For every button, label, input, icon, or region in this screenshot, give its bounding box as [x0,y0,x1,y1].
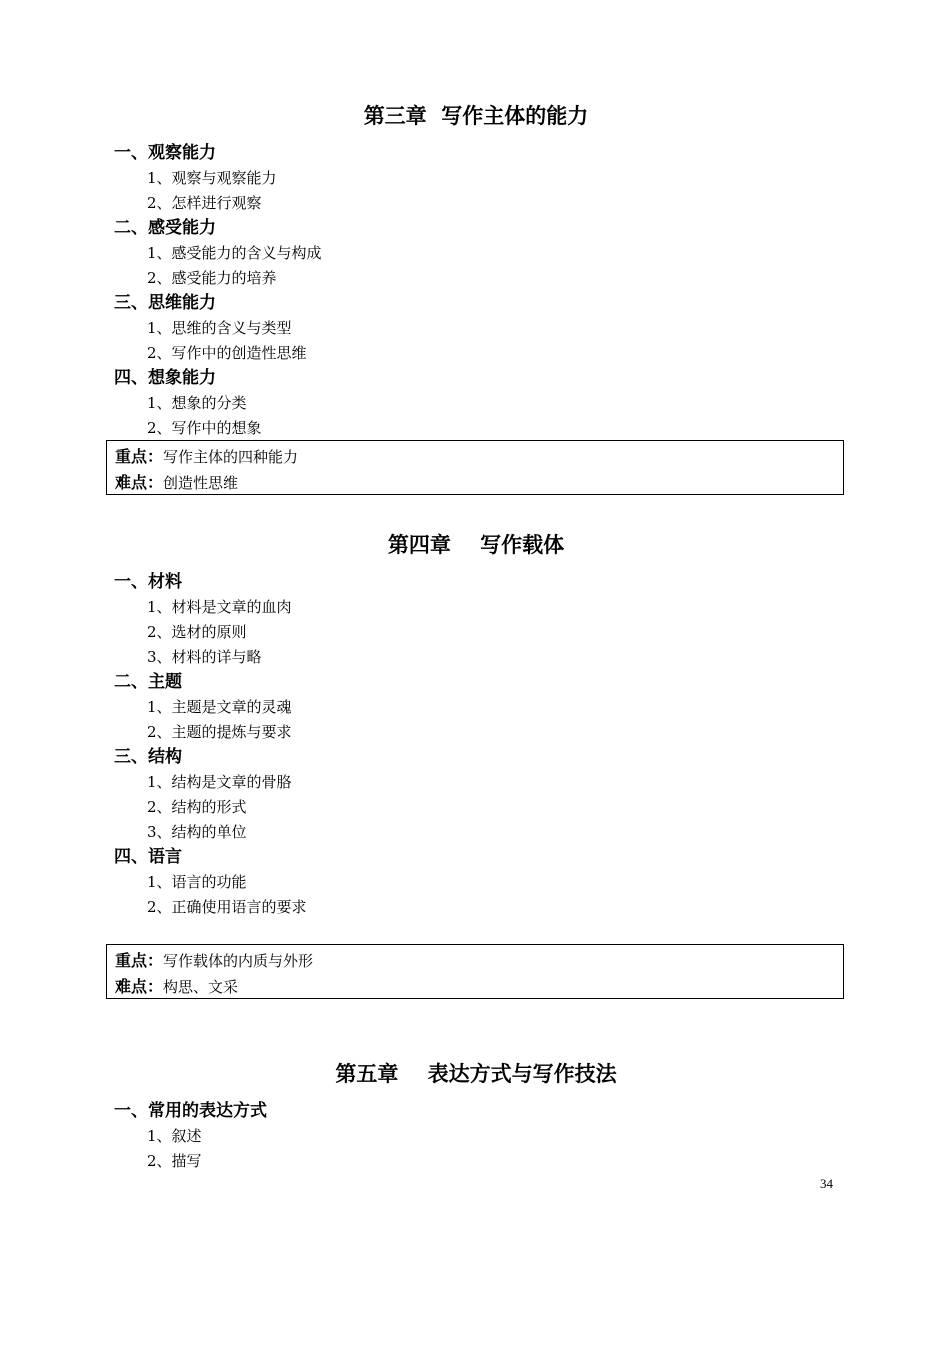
ch4-difficulty-row [115,974,835,1000]
ch4-section-3-item-3: 3、结构的单位 [147,823,247,841]
ch3-difficulty-text: 创造性思维 [163,474,239,492]
ch4-section-1-item-3: 3、材料的详与略 [147,648,262,666]
ch3-section-2-heading: 二、感受能力 [114,218,216,238]
ch4-section-3-item-2: 2、结构的形式 [147,798,247,816]
ch3-section-3-item-2: 2、写作中的创造性思维 [147,344,307,362]
ch4-focus-row [115,948,835,974]
ch3-section-3-item-1: 1、思维的含义与类型 [147,319,292,337]
ch5-section-1-item-2: 2、描写 [147,1152,202,1170]
ch4-section-4-item-2: 2、正确使用语言的要求 [147,898,307,916]
ch3-focus-row [115,444,835,470]
ch3-difficulty-row [115,470,835,496]
ch4-section-1-heading: 一、材料 [114,572,182,592]
ch3-section-4-item-2: 2、写作中的想象 [147,419,262,437]
ch3-section-4-heading: 四、想象能力 [114,368,216,388]
ch3-section-2-item-1: 1、感受能力的含义与构成 [147,244,322,262]
ch4-section-1-item-2: 2、选材的原则 [147,623,247,641]
ch3-section-1-item-2: 2、怎样进行观察 [147,194,262,212]
ch4-focus-label: 重点： [115,951,164,970]
ch5-section-1-heading: 一、常用的表达方式 [114,1101,267,1121]
ch4-section-2-heading: 二、主题 [114,672,182,692]
ch4-focus-text: 写作载体的内质与外形 [163,952,314,970]
ch3-section-1-heading: 一、观察能力 [114,143,216,163]
ch3-section-4-item-1: 1、想象的分类 [147,394,247,412]
ch4-difficulty-text: 构思、文采 [163,978,239,996]
ch3-focus-text: 写作主体的四种能力 [163,448,299,466]
ch4-section-1-item-1: 1、材料是文章的血肉 [147,598,292,616]
ch4-section-4-heading: 四、语言 [114,847,182,867]
ch3-difficulty-label: 难点： [115,473,164,492]
ch3-section-2-item-2: 2、感受能力的培养 [147,269,277,287]
ch4-key-points-box [106,944,844,999]
ch3-focus-label: 重点： [115,447,164,466]
ch3-section-3-heading: 三、思维能力 [114,293,216,313]
ch4-section-4-item-1: 1、语言的功能 [147,873,247,891]
ch3-section-1-item-1: 1、观察与观察能力 [147,169,277,187]
ch4-section-2-item-1: 1、主题是文章的灵魂 [147,698,292,716]
chapter-3-title: 第三章 写作主体的能力 [363,104,589,128]
ch4-difficulty-label: 难点： [115,977,164,996]
ch4-section-2-item-2: 2、主题的提炼与要求 [147,723,292,741]
ch4-section-3-heading: 三、结构 [114,747,182,767]
ch5-section-1-item-1: 1、叙述 [147,1127,202,1145]
chapter-5-title: 第五章 表达方式与写作技法 [335,1062,617,1086]
ch4-section-3-item-1: 1、结构是文章的骨胳 [147,773,292,791]
page-number: 34 [820,1176,833,1191]
ch3-key-points-box [106,440,844,495]
chapter-4-title: 第四章 写作载体 [387,533,565,557]
